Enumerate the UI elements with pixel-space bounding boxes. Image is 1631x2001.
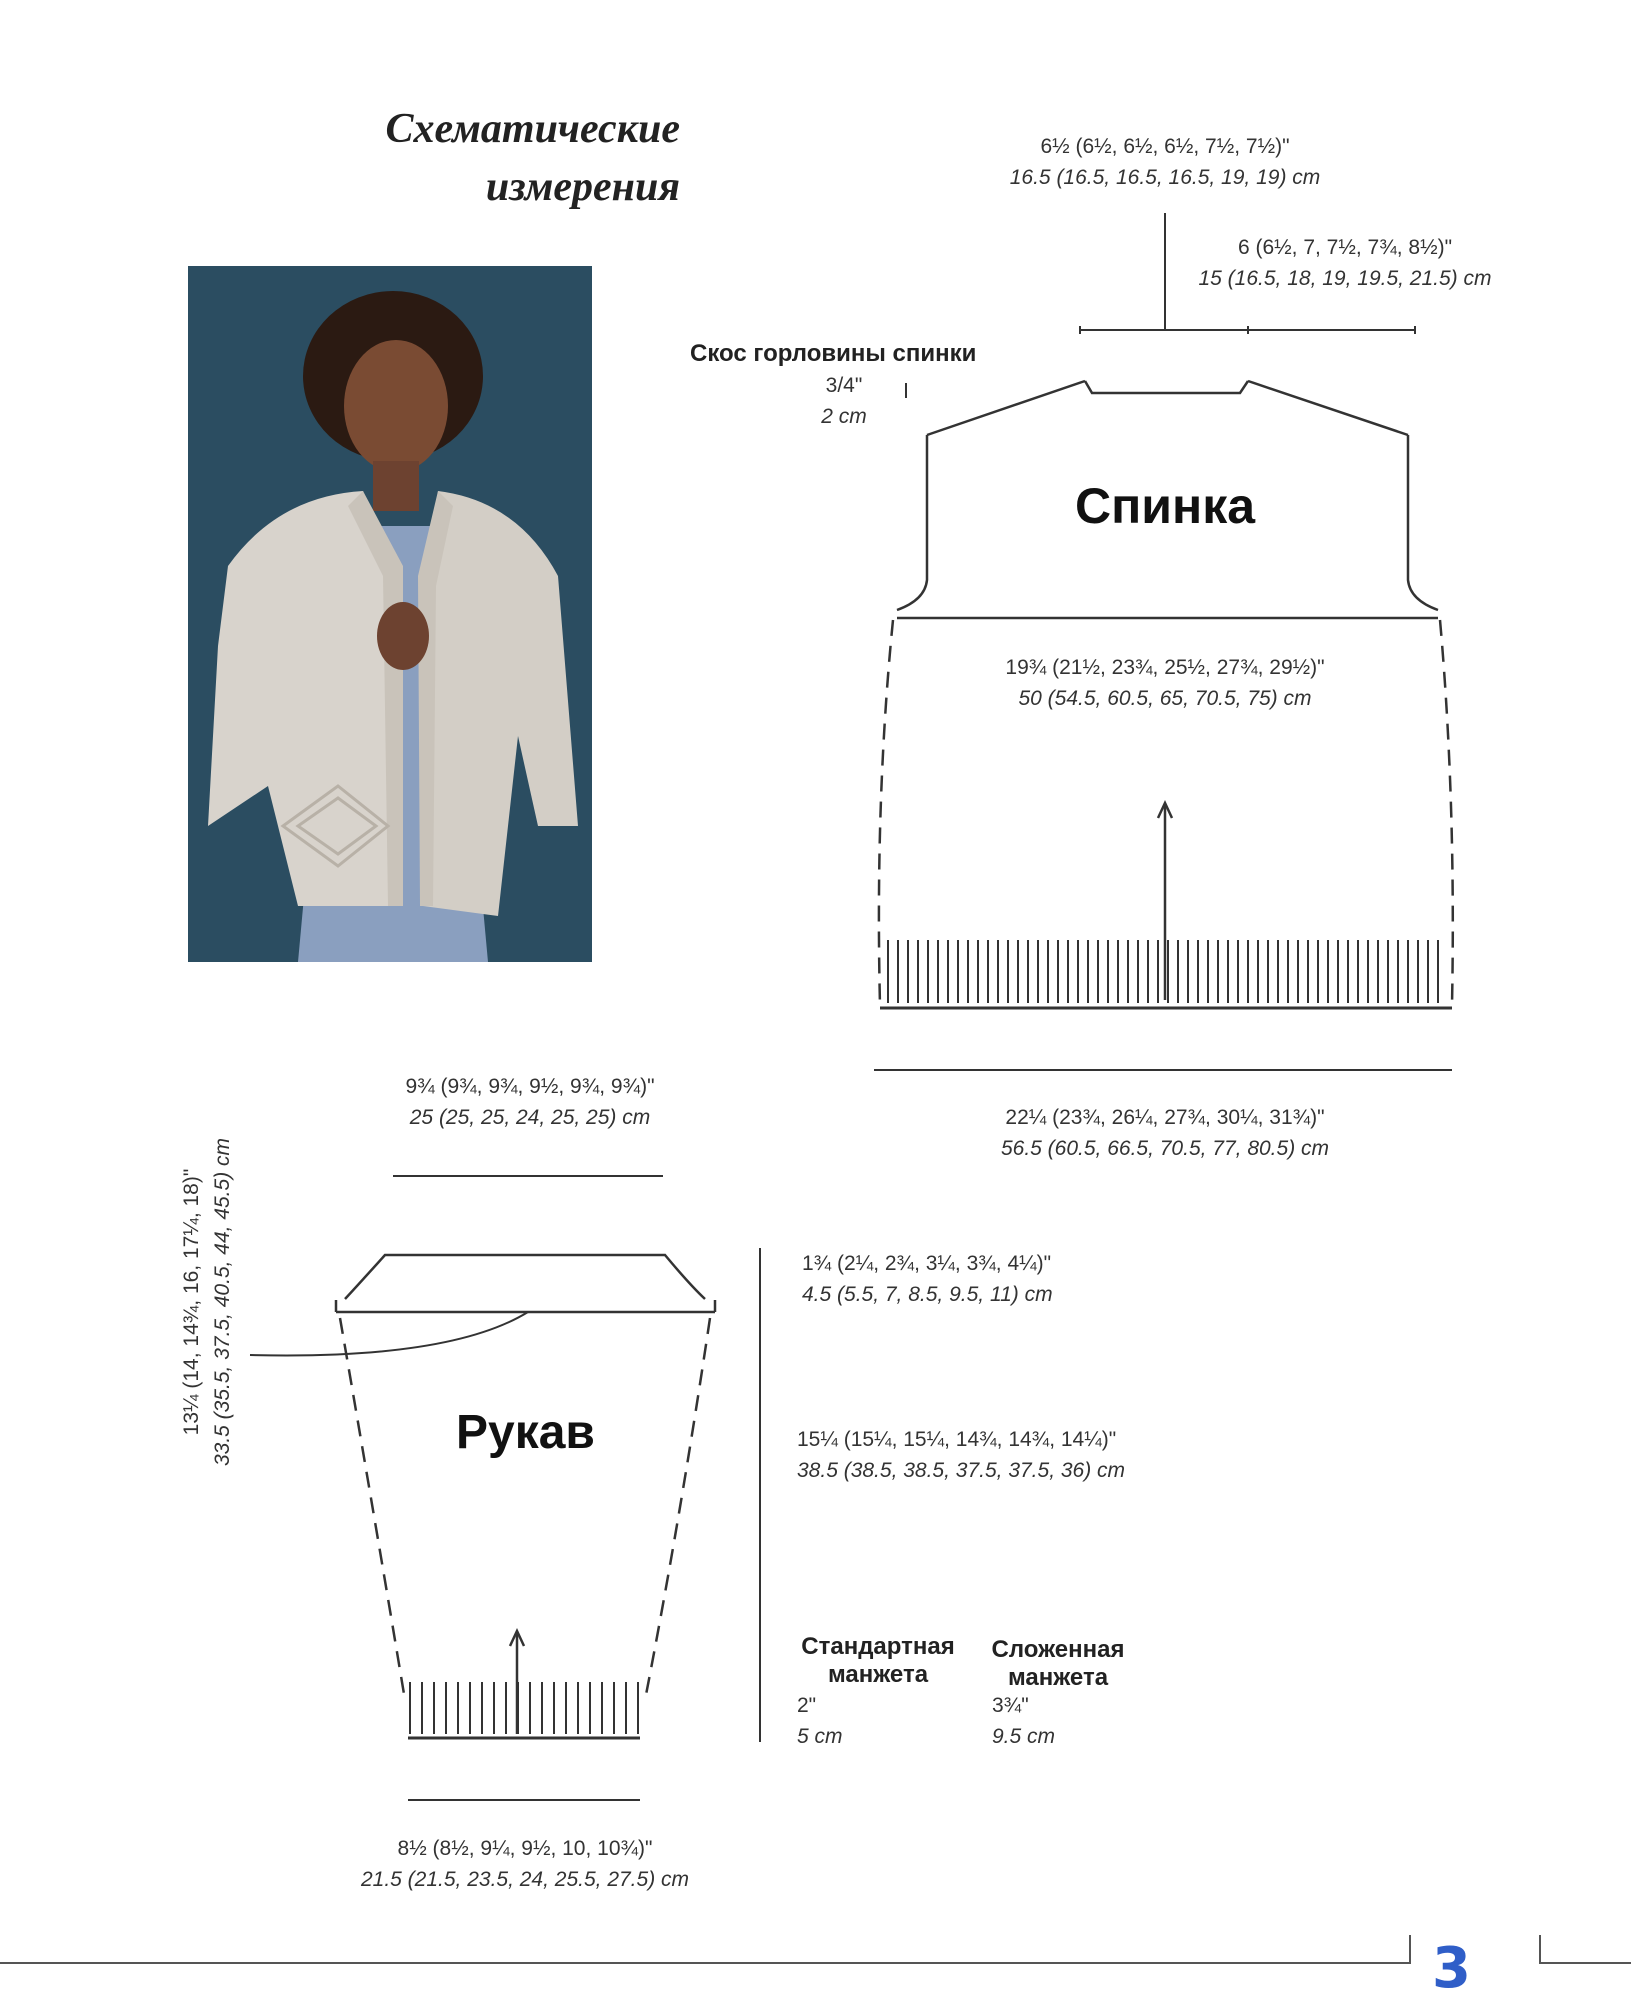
sleeve-upper-arm-in: 13¼ (14, 14¾, 16, 17¼, 18)" — [180, 1168, 203, 1436]
sleeve-piece-label: Рукав — [456, 1406, 595, 1459]
standard-cuff-title — [788, 1633, 968, 1689]
sleeve-length-dim — [797, 1424, 1125, 1486]
folded-cuff-title-1: Сложенная — [991, 1636, 1125, 1663]
back-neck-width-dim — [1000, 131, 1330, 193]
folded-cuff-in: 3¾" — [992, 1694, 1029, 1717]
back-shoulder-cm: 15 (16.5, 18, 19, 19.5, 21.5) cm — [1198, 267, 1492, 290]
sleeve-length-cm: 38.5 (38.5, 38.5, 37.5, 37.5, 36) cm — [797, 1459, 1126, 1482]
standard-cuff-in: 2" — [797, 1694, 817, 1717]
back-length-in: 19¾ (21½, 23¾, 25½, 27¾, 29½)" — [1005, 656, 1325, 679]
sleeve-cap-height-cm: 4.5 (5.5, 7, 8.5, 9.5, 11) cm — [802, 1283, 1053, 1306]
sleeve-upper-arm-cm: 33.5 (35.5, 37.5, 40.5, 44, 45.5) cm — [211, 1137, 234, 1467]
back-width-cm: 56.5 (60.5, 66.5, 70.5, 77, 80.5) cm — [1000, 1137, 1330, 1160]
back-piece-label: Спинка — [1075, 478, 1256, 534]
standard-cuff-title-2: манжета — [827, 1661, 929, 1688]
sleeve-ribbing — [410, 1682, 638, 1734]
folded-cuff-cm: 9.5 cm — [992, 1725, 1056, 1748]
standard-cuff-cm: 5 cm — [797, 1725, 843, 1748]
sleeve-top-width-cm: 25 (25, 25, 24, 25, 25) cm — [409, 1106, 651, 1129]
sleeve-cap-height-in: 1¾ (2¼, 2¾, 3¼, 3¾, 4¼)" — [802, 1252, 1052, 1275]
back-width-dim — [985, 1102, 1345, 1164]
back-neck-slope-cm: 2 cm — [821, 405, 867, 428]
back-shoulder-in: 6 (6½, 7, 7½, 7¾, 8½)" — [1237, 236, 1453, 259]
standard-cuff-dim — [797, 1690, 843, 1752]
sleeve-cuff-width-dim — [345, 1833, 705, 1895]
sleeve-grain-arrow — [510, 1631, 524, 1734]
footer-rule — [0, 1935, 1631, 1963]
sleeve-cuff-width-in: 8½ (8½, 9¼, 9½, 10, 10¾)" — [397, 1837, 653, 1860]
folded-cuff-title-2: манжета — [1007, 1664, 1109, 1691]
back-grain-arrow — [1158, 803, 1172, 1000]
folded-cuff-dim — [992, 1690, 1055, 1752]
page-title-line2: измерения — [485, 164, 680, 210]
back-width-in: 22¼ (23¾, 26¼, 27¾, 30¼, 31¾)" — [1005, 1106, 1325, 1129]
back-neck-slope-in: 3/4" — [825, 374, 863, 397]
page-number: 3 — [1432, 1936, 1471, 2001]
back-neck-slope-title: Скос горловины спинки — [690, 340, 977, 367]
back-neck-width-cm: 16.5 (16.5, 16.5, 16.5, 19, 19) cm — [1009, 166, 1321, 189]
back-neck-width-in: 6½ (6½, 6½, 6½, 7½, 7½)" — [1040, 135, 1290, 158]
back-neck-slope-dim — [812, 370, 876, 432]
sleeve-piece-outline — [336, 1255, 715, 1738]
sleeve-top-width-dim — [370, 1071, 690, 1133]
sleeve-cuff-width-cm: 21.5 (21.5, 23.5, 24, 25.5, 27.5) cm — [360, 1868, 690, 1891]
standard-cuff-title-1: Стандартная — [801, 1633, 955, 1660]
page-title-line1: Схематические — [385, 106, 680, 152]
folded-cuff-title — [978, 1636, 1138, 1692]
sleeve-cap-height-dim — [802, 1248, 1053, 1310]
back-length-cm: 50 (54.5, 60.5, 65, 70.5, 75) cm — [1018, 687, 1312, 710]
back-ribbing — [888, 940, 1438, 1003]
back-shoulder-dim — [1180, 232, 1510, 294]
sleeve-top-width-in: 9¾ (9¾, 9¾, 9½, 9¾, 9¾)" — [405, 1075, 655, 1098]
sleeve-length-in: 15¼ (15¼, 15¼, 14¾, 14¾, 14¼)" — [797, 1428, 1117, 1451]
sleeve-upper-arm-dim — [176, 1092, 238, 1512]
back-length-dim — [985, 652, 1345, 714]
